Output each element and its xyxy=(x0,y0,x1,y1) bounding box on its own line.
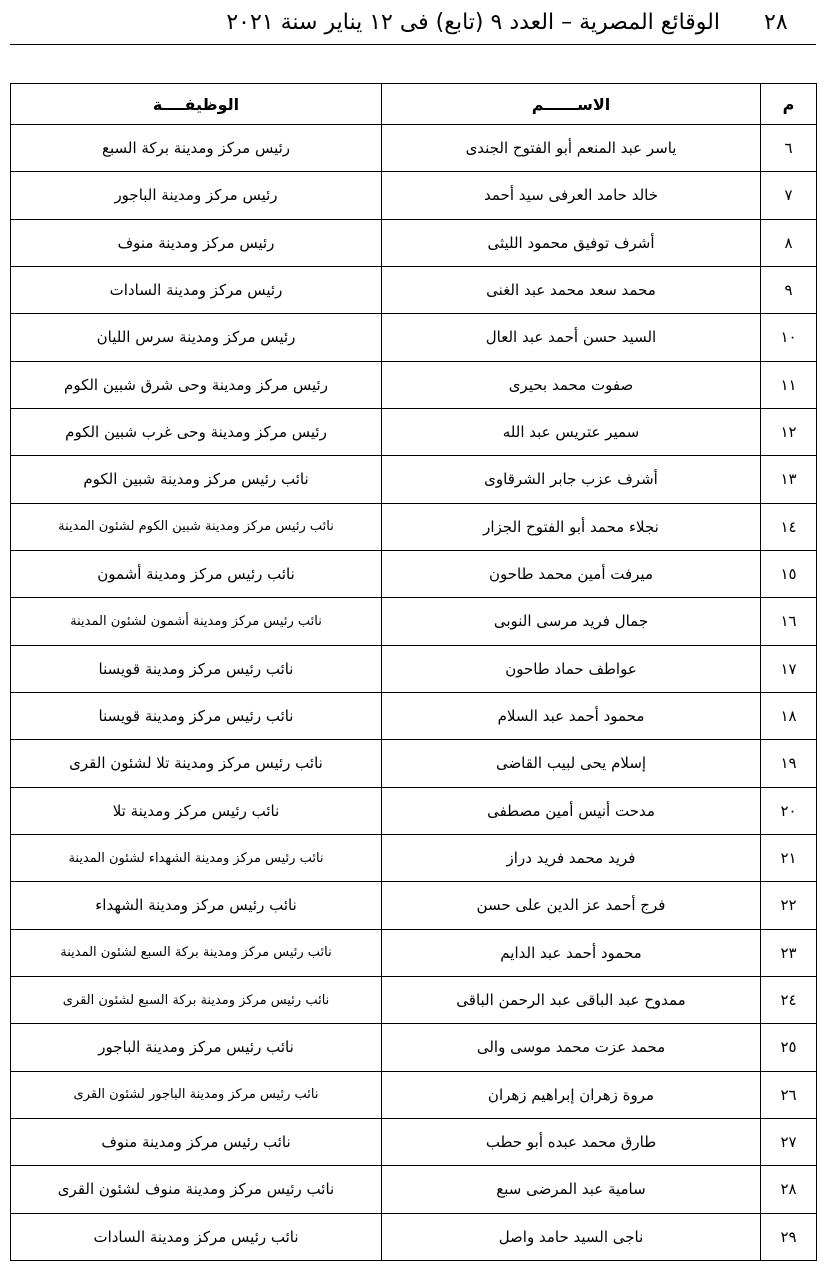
job-cell: رئيس مركز ومدينة وحى غرب شبين الكوم xyxy=(11,408,382,455)
row-number-cell: ٢٨ xyxy=(761,1166,817,1213)
table-row xyxy=(11,408,817,455)
row-number-cell: ٨ xyxy=(761,219,817,266)
table-row xyxy=(11,550,817,597)
name-cell: أشرف توفيق محمود الليثى xyxy=(382,219,761,266)
table-row xyxy=(11,1213,817,1260)
row-number-cell: ٢٩ xyxy=(761,1213,817,1260)
table-row xyxy=(11,125,817,172)
job-cell: نائب رئيس مركز ومدينة الباجور لشئون القرى xyxy=(11,1071,382,1118)
column-header-num: م xyxy=(761,84,817,125)
row-number-cell: ٢٣ xyxy=(761,929,817,976)
name-cell: محمود أحمد عبد الدايم xyxy=(382,929,761,976)
row-number-cell: ٢٠ xyxy=(761,787,817,834)
column-header-job: الوظيفــــة xyxy=(11,84,382,125)
table-row xyxy=(11,1024,817,1071)
job-cell: نائب رئيس مركز ومدينة الشهداء xyxy=(11,882,382,929)
job-cell: نائب رئيس مركز ومدينة بركة السبع لشئون القرى xyxy=(11,976,382,1023)
table-row xyxy=(11,314,817,361)
job-cell: نائب رئيس مركز ومدينة منوف xyxy=(11,1118,382,1165)
name-cell: ميرفت أمين محمد طاحون xyxy=(382,550,761,597)
name-cell: ممدوح عبد الباقى عبد الرحمن الباقى xyxy=(382,976,761,1023)
row-number-cell: ٢٢ xyxy=(761,882,817,929)
job-cell: نائب رئيس مركز ومدينة بركة السبع لشئون المدينة xyxy=(11,929,382,976)
name-cell: السيد حسن أحمد عبد العال xyxy=(382,314,761,361)
name-cell: فرج أحمد عز الدين على حسن xyxy=(382,882,761,929)
job-cell: رئيس مركز ومدينة سرس الليان xyxy=(11,314,382,361)
name-cell: مروة زهران إبراهيم زهران xyxy=(382,1071,761,1118)
name-cell: ناجى السيد حامد واصل xyxy=(382,1213,761,1260)
name-cell: فريد محمد فريد دراز xyxy=(382,834,761,881)
name-cell: محمود أحمد عبد السلام xyxy=(382,692,761,739)
row-number-cell: ١٠ xyxy=(761,314,817,361)
row-number-cell: ١٨ xyxy=(761,692,817,739)
name-cell: سمير عتريس عبد الله xyxy=(382,408,761,455)
row-number-cell: ١١ xyxy=(761,361,817,408)
name-cell: مدحت أنيس أمين مصطفى xyxy=(382,787,761,834)
table-row xyxy=(11,1071,817,1118)
name-cell: خالد حامد العرفى سيد أحمد xyxy=(382,172,761,219)
job-cell: رئيس مركز ومدينة الباجور xyxy=(11,172,382,219)
table-row xyxy=(11,172,817,219)
table-row xyxy=(11,598,817,645)
job-cell: نائب رئيس مركز ومدينة تلا xyxy=(11,787,382,834)
table-row xyxy=(11,1166,817,1213)
name-cell: عواطف حماد طاحون xyxy=(382,645,761,692)
table-row xyxy=(11,787,817,834)
row-number-cell: ٢٧ xyxy=(761,1118,817,1165)
name-cell: نجلاء محمد أبو الفتوح الجزار xyxy=(382,503,761,550)
name-cell: محمد عزت محمد موسى والى xyxy=(382,1024,761,1071)
column-header-name: الاســــــم xyxy=(382,84,761,125)
row-number-cell: ٢٥ xyxy=(761,1024,817,1071)
job-cell: نائب رئيس مركز ومدينة منوف لشئون القرى xyxy=(11,1166,382,1213)
job-cell: نائب رئيس مركز ومدينة السادات xyxy=(11,1213,382,1260)
name-cell: سامية عبد المرضى سبع xyxy=(382,1166,761,1213)
table-row xyxy=(11,834,817,881)
table-row xyxy=(11,266,817,313)
row-number-cell: ١٧ xyxy=(761,645,817,692)
job-cell: نائب رئيس مركز ومدينة شبين الكوم xyxy=(11,456,382,503)
job-cell: نائب رئيس مركز ومدينة قويسنا xyxy=(11,692,382,739)
row-number-cell: ١٢ xyxy=(761,408,817,455)
name-cell: محمد سعد محمد عبد الغنى xyxy=(382,266,761,313)
job-cell: رئيس مركز ومدينة منوف xyxy=(11,219,382,266)
job-cell: نائب رئيس مركز ومدينة شبين الكوم لشئون المدينة xyxy=(11,503,382,550)
table-row xyxy=(11,882,817,929)
row-number-cell: ١٤ xyxy=(761,503,817,550)
row-number-cell: ٢٤ xyxy=(761,976,817,1023)
table-row xyxy=(11,740,817,787)
page-header xyxy=(0,0,824,44)
page-title: الوقائع المصرية – العدد ٩ (تابع) فى ١٢ يناير سنة ٢٠٢١ xyxy=(226,10,720,35)
name-cell: صفوت محمد بحيرى xyxy=(382,361,761,408)
job-cell: نائب رئيس مركز ومدينة قويسنا xyxy=(11,645,382,692)
job-cell: رئيس مركز ومدينة السادات xyxy=(11,266,382,313)
job-cell: رئيس مركز ومدينة وحى شرق شبين الكوم xyxy=(11,361,382,408)
job-cell: نائب رئيس مركز ومدينة أشمون xyxy=(11,550,382,597)
row-number-cell: ١٣ xyxy=(761,456,817,503)
job-cell: نائب رئيس مركز ومدينة تلا لشئون القرى xyxy=(11,740,382,787)
table-row xyxy=(11,976,817,1023)
name-cell: جمال فريد مرسى النوبى xyxy=(382,598,761,645)
table-row xyxy=(11,645,817,692)
row-number-cell: ١٦ xyxy=(761,598,817,645)
table-header-row xyxy=(11,84,817,125)
row-number-cell: ٦ xyxy=(761,125,817,172)
row-number-cell: ٢١ xyxy=(761,834,817,881)
job-cell: رئيس مركز ومدينة بركة السبع xyxy=(11,125,382,172)
row-number-cell: ٢٦ xyxy=(761,1071,817,1118)
table-row xyxy=(11,692,817,739)
name-cell: إسلام يحى لبيب القاضى xyxy=(382,740,761,787)
table-row xyxy=(11,929,817,976)
job-cell: نائب رئيس مركز ومدينة أشمون لشئون المدينة xyxy=(11,598,382,645)
name-cell: أشرف عزب جابر الشرقاوى xyxy=(382,456,761,503)
name-cell: طارق محمد عبده أبو حطب xyxy=(382,1118,761,1165)
page-number: ٢٨ xyxy=(764,10,788,35)
table-row xyxy=(11,219,817,266)
table-row xyxy=(11,1118,817,1165)
header-divider xyxy=(10,44,816,45)
job-cell: نائب رئيس مركز ومدينة الباجور xyxy=(11,1024,382,1071)
table-row xyxy=(11,361,817,408)
row-number-cell: ١٩ xyxy=(761,740,817,787)
row-number-cell: ٧ xyxy=(761,172,817,219)
table-row xyxy=(11,503,817,550)
officials-table xyxy=(10,83,817,1261)
row-number-cell: ١٥ xyxy=(761,550,817,597)
table-row xyxy=(11,456,817,503)
row-number-cell: ٩ xyxy=(761,266,817,313)
job-cell: نائب رئيس مركز ومدينة الشهداء لشئون المدينة xyxy=(11,834,382,881)
name-cell: ياسر عبد المنعم أبو الفتوح الجندى xyxy=(382,125,761,172)
